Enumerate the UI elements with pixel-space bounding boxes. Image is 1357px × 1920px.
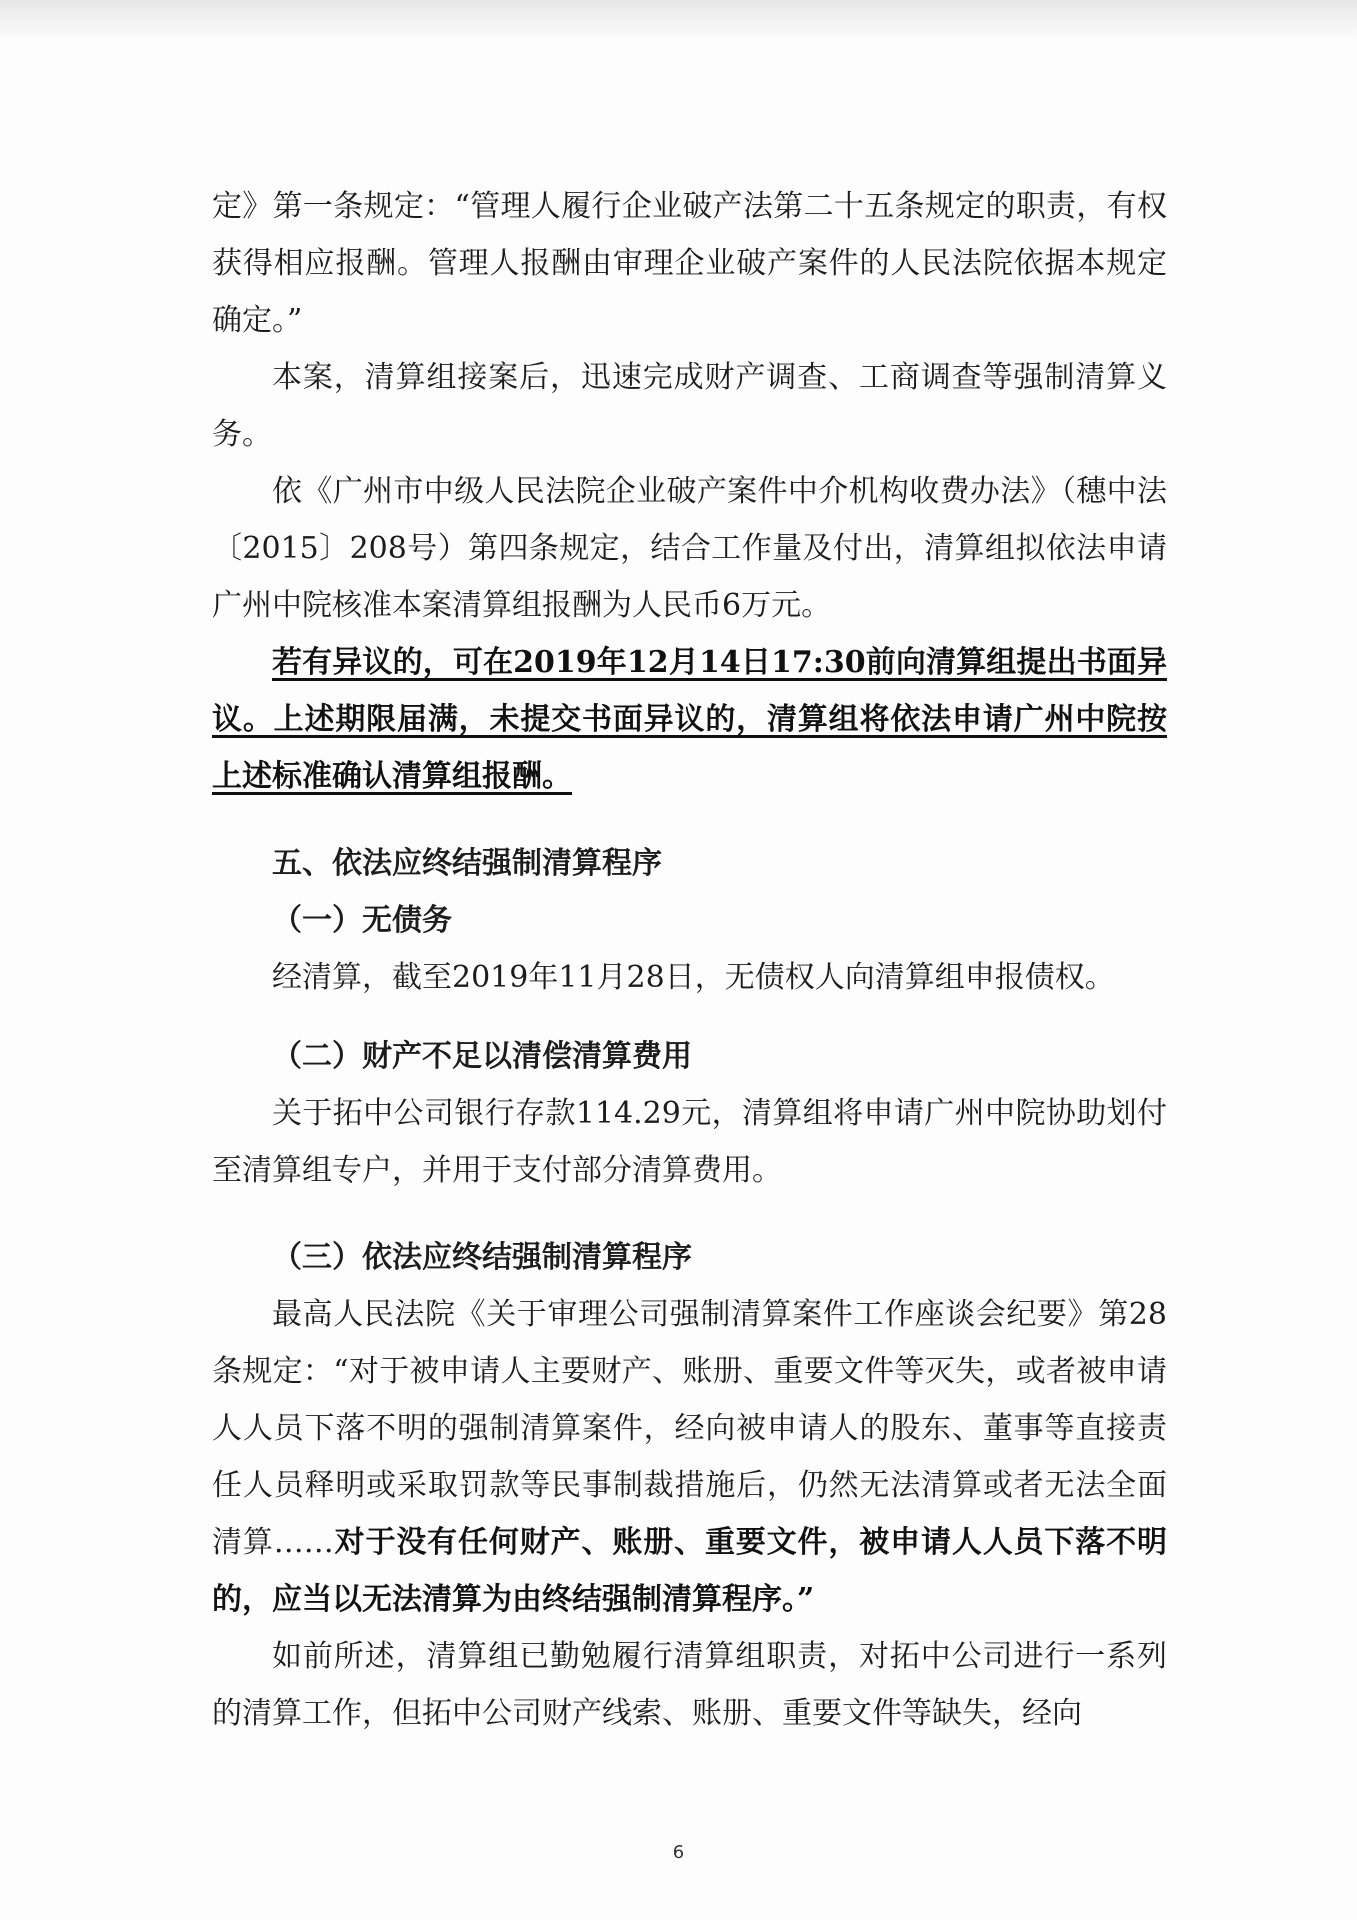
- paragraph-supreme-court-rule: [212, 1286, 1167, 1628]
- section-heading-5: 五、依法应终结强制清算程序: [272, 846, 662, 881]
- rule-text-bold: 对于没有任何财产、账册、重要文件，被申请人人员下落不明的，应当以无法清算为由终结强制清算程序。”: [212, 1525, 1168, 1617]
- paragraph-case-work: 本案，清算组接案后，迅速完成财产调查、工商调查等强制清算义务。: [212, 360, 1167, 452]
- spacer: [212, 1006, 1167, 1028]
- rule-text-plain: 最高人民法院《关于审理公司强制清算案件工作座谈会纪要》第28条规定：“对于被申请人主要财产、账册、重要文件等灭失，或者被申请人人员下落不明的强制清算案件，经向被申请人的股东、董事等直接责任人员释明或采取罚款等民事制裁措施后，仍然无法清算或者无法全面清算……: [212, 1297, 1167, 1560]
- paragraph-conclusion: 如前所述，清算组已勤勉履行清算组职责，对拓中公司进行一系列的清算工作，但拓中公司财产线索、账册、重要文件等缺失，经向: [212, 1639, 1167, 1731]
- paragraph-no-debt: 经清算，截至2019年11月28日，无债权人向清算组申报债权。: [272, 960, 1115, 995]
- subsection-heading-1: （一）无债务: [272, 903, 452, 938]
- subsection-heading-3: （三）依法应终结强制清算程序: [272, 1240, 692, 1275]
- paragraph-fee-basis: 依《广州市中级人民法院企业破产案件中介机构收费办法》（穗中法〔2015〕208号）第四条规定，结合工作量及付出，清算组拟依法申请广州中院核准本案清算组报酬为人民币6万元。: [212, 474, 1167, 623]
- page-number: 6: [672, 1842, 685, 1863]
- paragraph-objection-notice: 若有异议的，可在2019年12月14日17:30前向清算组提出书面异议。上述期限届满，未提交书面异议的，清算组将依法申请广州中院按上述标准确认清算组报酬。: [212, 645, 1167, 794]
- paragraph-regulation-quote: 定》第一条规定：“管理人履行企业破产法第二十五条规定的职责，有权获得相应报酬。管理人报酬由审理企业破产案件的人民法院依据本规定确定。”: [212, 189, 1167, 338]
- scan-edge-shadow: [0, 0, 1357, 42]
- document-body: [212, 178, 1167, 1742]
- subsection-heading-2: （二）财产不足以清偿清算费用: [272, 1039, 692, 1074]
- spacer: [212, 1199, 1167, 1229]
- spacer: [212, 805, 1167, 835]
- paragraph-insufficient-assets: 关于拓中公司银行存款114.29元，清算组将申请广州中院协助划付至清算组专户，并用于支付部分清算费用。: [212, 1096, 1167, 1188]
